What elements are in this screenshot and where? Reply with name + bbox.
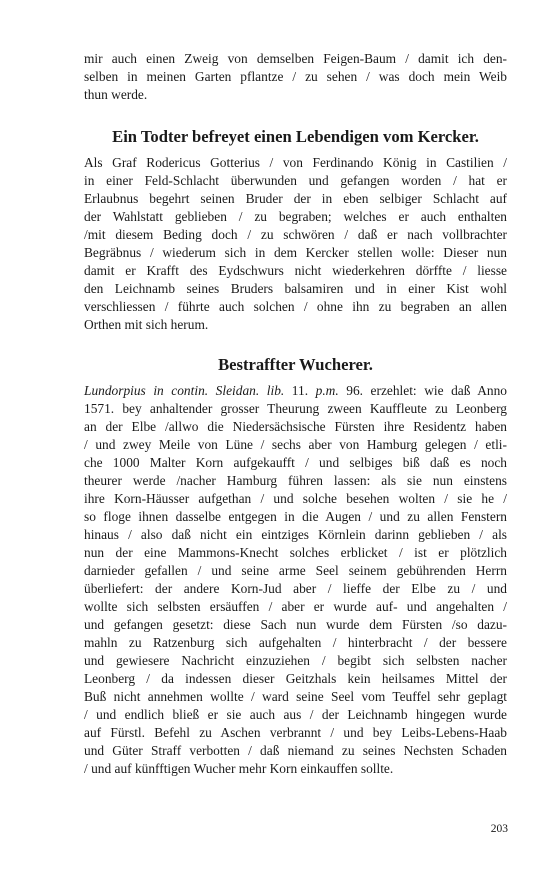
text-line: nun der eine Mammons-Knecht solches erblicket / ist er plötzlich <box>84 545 507 560</box>
page-body <box>84 50 507 778</box>
text-line: mahln zu Ratzenburg sich aufgehalten / hinterbracht / der bessere <box>84 635 507 650</box>
text-line: Erlaubnus begehrt seinen Bruder der in eben selbiger Schlacht auf <box>84 191 507 206</box>
section-paragraph-todter <box>84 154 507 334</box>
text-line: so floge ihnen dasselbe entgegen in die Augen / und zu allen Fenstern <box>84 509 507 524</box>
text-line: und Güter Straff verbotten / daß niemand zu seines Nechsten Schaden <box>84 743 507 758</box>
text-line: der Wahlstatt geblieben / zu begraben; welches er auch enthalten <box>84 209 507 224</box>
text-line: Orthen mit sich herum. <box>84 317 209 332</box>
intro-paragraph <box>84 50 507 104</box>
text-line <box>84 382 507 400</box>
text-line: an der Elbe /allwo die Niedersächsische Fürsten ihre Residentz haben <box>84 419 507 434</box>
text-line: /mit diesem Beding doch / zu schwören / daß er nach vollbrachter <box>84 227 507 242</box>
text-line: / und zwey Meile von Lüne / sechs aber von Hamburg gelegen / etli- <box>84 437 507 452</box>
text-line: Als Graf Rodericus Gotterius / von Ferdinando König in Castilien / <box>84 155 507 170</box>
text-line: selben in meinen Garten pflantze / zu sehen / was doch mein Weib <box>84 69 507 84</box>
text-line: Leonberg / da indessen dieser Geitzhals kein heilsames Mittel der <box>84 671 507 686</box>
citation-rest: 96. erzehlet: wie daß Anno <box>338 383 508 398</box>
text-line: thun werde. <box>84 87 148 102</box>
citation-page-abbrev: p.m. <box>315 383 339 398</box>
text-line: hinaus / also daß nicht ein eintziges Körnlein darinn geblieben / als <box>84 527 507 542</box>
section-paragraph-wucherer <box>84 382 507 778</box>
text-line: che 1000 Malter Korn aufgekaufft / und selbiges biß daß es noch <box>84 455 507 470</box>
text-line: Buß nicht annehmen wollte / ward seine Seel vom Teuffel sehr geplagt <box>84 689 507 704</box>
text-line: wollte sich selbsten ersäuffen / aber er wurde auf- und angehalten / <box>84 599 507 614</box>
citation-author: Lundorpius in contin. Sleidan. lib. <box>84 383 285 398</box>
text-line: darnieder gefallen / und seine arme Seel seinem gebührenden Herrn <box>84 563 507 578</box>
text-line: theurer werde /nacher Hamburg führen lassen: als sie nun einstens <box>84 473 507 488</box>
text-line: und gefangen gesetzt: diese Sach nun wurde dem Fürsten /so dazu- <box>84 617 507 632</box>
text-line: verschliessen / führte auch solchen / ohne ihn zu begraben an allen <box>84 299 507 314</box>
text-line: 1571. bey anhaltender grosser Theurung zween Kauffleute zu Leonberg <box>84 401 507 416</box>
section-heading-wucherer: Bestraffter Wucherer. <box>218 355 373 374</box>
section-heading-todter: Ein Todter befreyet einen Lebendigen vom Kercker. <box>112 127 479 146</box>
text-line: damit er Krafft des Eydschwurs nicht wiederkehren dörffte / liesse <box>84 263 507 278</box>
text-line: auf Fürstl. Befehl zu Aschen verbrannt / und bey Leibs-Lebens-Haab <box>84 725 507 740</box>
text-line: / und auf künfftigen Wucher mehr Korn einkauffen sollte. <box>84 761 394 776</box>
text-line: überliefert: der andere Korn-Jud aber / lieffe der Elbe zu / und <box>84 581 507 596</box>
text-line: und gewiesere Nachricht einzuziehen / begibt sich selbsten nacher <box>84 653 507 668</box>
text-line: ihre Korn-Häusser aufgethan / und solche besehen wolten / sie he / <box>84 491 507 506</box>
text-line: mir auch einen Zweig von demselben Feigen-Baum / damit ich den- <box>84 51 507 66</box>
text-line: / und endlich bließ er sie auch aus / der Leichnamb hingegen wurde <box>84 707 507 722</box>
text-line: in einer Feld-Schlacht überwunden und gefangen worden / hat er <box>84 173 507 188</box>
text-line: den Leichnamb seines Bruders balsamiren und in einer Kist wohl <box>84 281 507 296</box>
text-line: Begräbnus / wiederum sich in dem Kercker stellen wolle: Dieser nun <box>84 245 507 260</box>
page-number: 203 <box>490 823 508 835</box>
citation-book: 11. <box>284 383 316 398</box>
